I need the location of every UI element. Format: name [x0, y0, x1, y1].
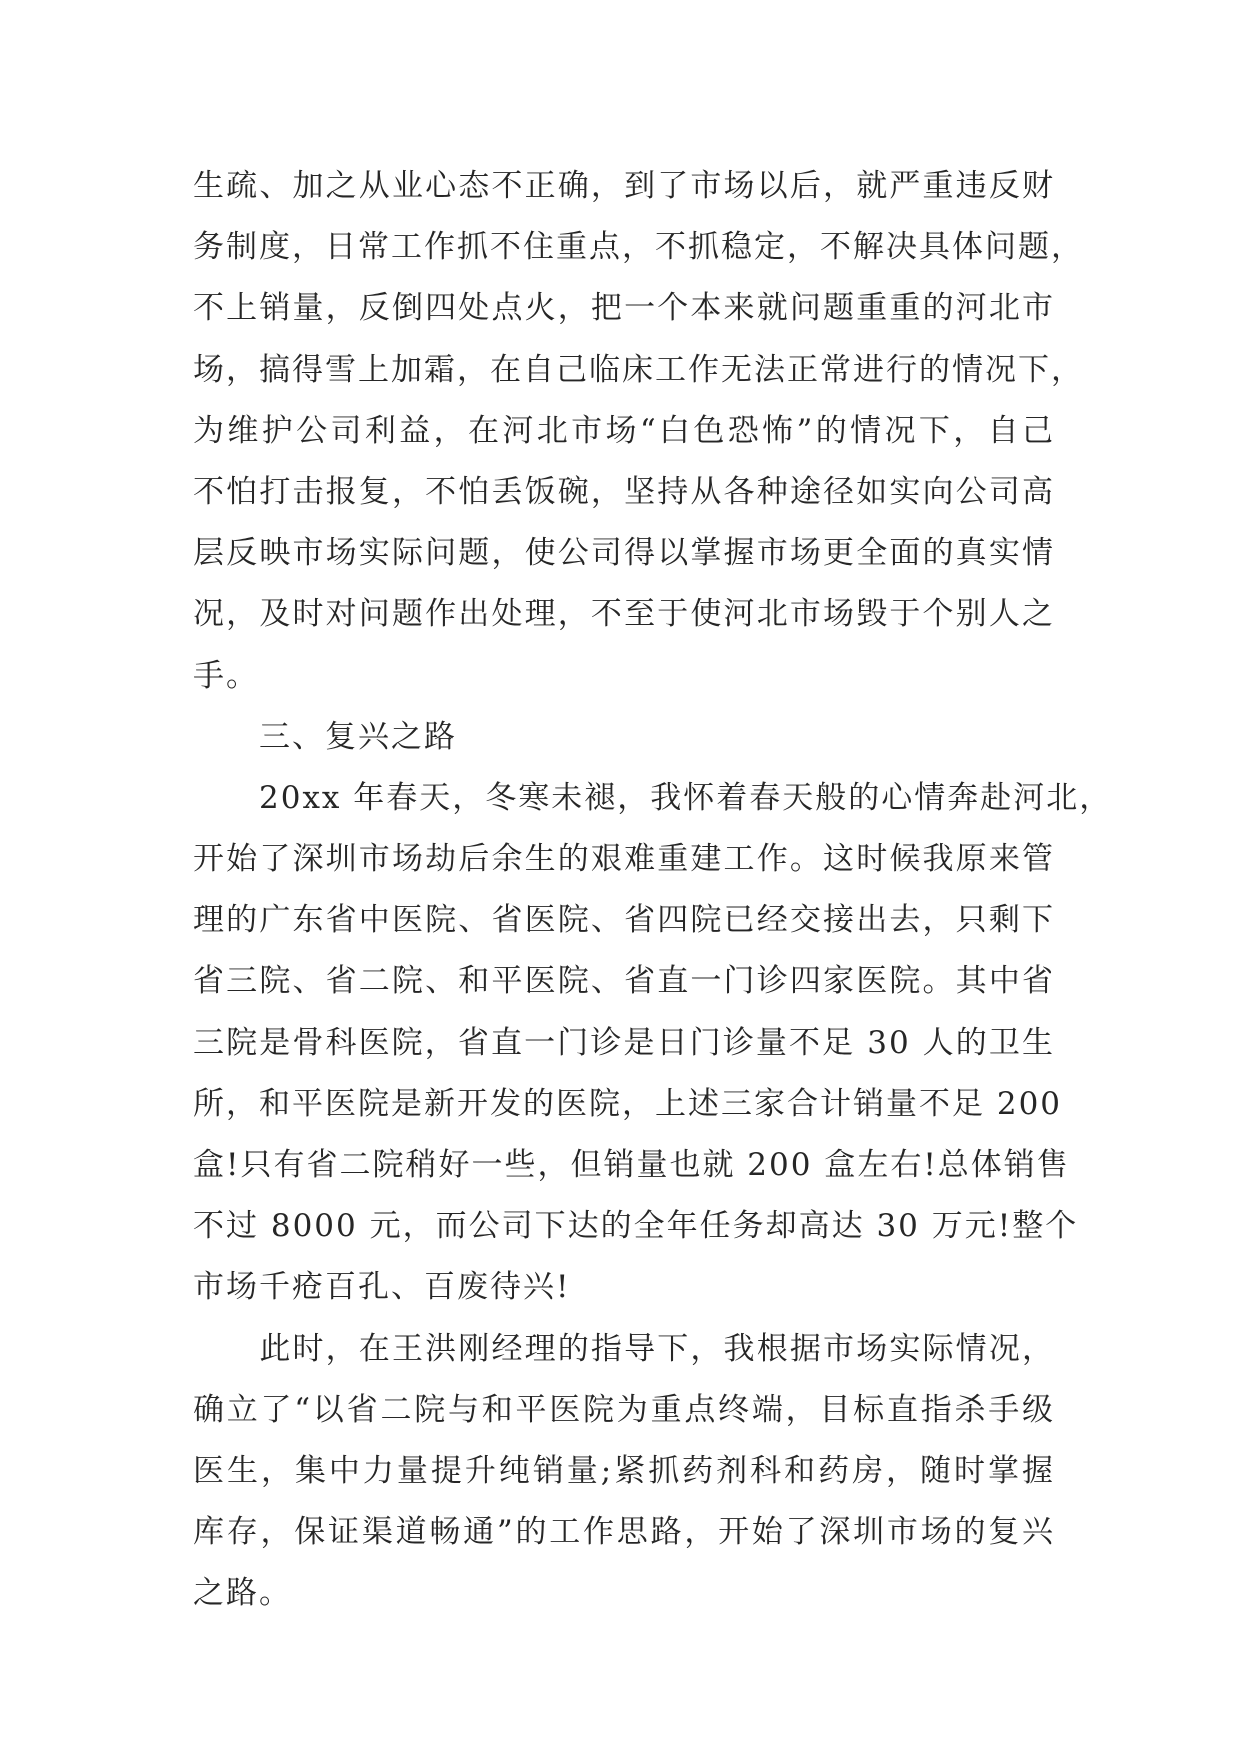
- paragraph-end-line: 市场千疮百孔、百废待兴!: [193, 1269, 571, 1306]
- section-heading: 三、复兴之路: [193, 718, 457, 755]
- paragraph-end-line: 手。: [193, 657, 259, 694]
- body-text: [193, 156, 1113, 1625]
- text-line: 库存，保证渠道畅通”的工作思路，开始了深圳市场的复兴: [193, 1514, 1055, 1551]
- text-line: 理的广东省中医院、省医院、省四院已经交接出去，只剩下: [193, 902, 1055, 939]
- text-line: 盒!只有省二院稍好一些，但销量也就 200 盒左右!总体销售: [193, 1147, 1070, 1183]
- text-line: 三院是骨科医院，省直一门诊是日门诊量不足 30 人的卫生: [193, 1024, 1055, 1061]
- text-line: 不上销量，反倒四处点火，把一个本来就问题重重的河北市: [193, 290, 1055, 327]
- text-line: 场，搞得雪上加霜，在自己临床工作无法正常进行的情况下，: [193, 351, 1084, 388]
- text-line: 层反映市场实际问题，使公司得以掌握市场更全面的真实情: [193, 535, 1055, 572]
- text-line: 为维护公司利益，在河北市场“白色恐怖”的情况下，自己: [193, 412, 1055, 449]
- text-line: 生疏、加之从业心态不正确，到了市场以后，就严重违反财: [193, 168, 1055, 204]
- text-line: 况，及时对问题作出处理，不至于使河北市场毁于个别人之: [193, 596, 1055, 633]
- text-line: 所，和平医院是新开发的医院，上述三家合计销量不足 200: [193, 1085, 1063, 1122]
- text-line: 医生，集中力量提升纯销量;紧抓药剂科和药房，随时掌握: [193, 1452, 1055, 1489]
- text-line: 20xx 年春天，冬寒未褪，我怀着春天般的心情奔赴河北，: [193, 779, 1113, 816]
- text-line: 不过 8000 元，而公司下达的全年任务却高达 30 万元!整个: [193, 1208, 1079, 1245]
- text-line: 省三院、省二院、和平医院、省直一门诊四家医院。其中省: [193, 963, 1055, 1000]
- text-line: 开始了深圳市场劫后余生的艰难重建工作。这时候我原来管: [193, 841, 1055, 878]
- text-line: 此时，在王洪刚经理的指导下，我根据市场实际情况，: [193, 1330, 1055, 1367]
- paragraph-end-line: 之路。: [193, 1575, 292, 1612]
- text-line: 确立了“以省二院与和平医院为重点终端，目标直指杀手级: [193, 1391, 1055, 1428]
- text-line: 不怕打击报复，不怕丢饭碗，坚持从各种途径如实向公司高: [193, 473, 1055, 510]
- text-line: 务制度，日常工作抓不住重点，不抓稳定，不解决具体问题，: [193, 229, 1084, 266]
